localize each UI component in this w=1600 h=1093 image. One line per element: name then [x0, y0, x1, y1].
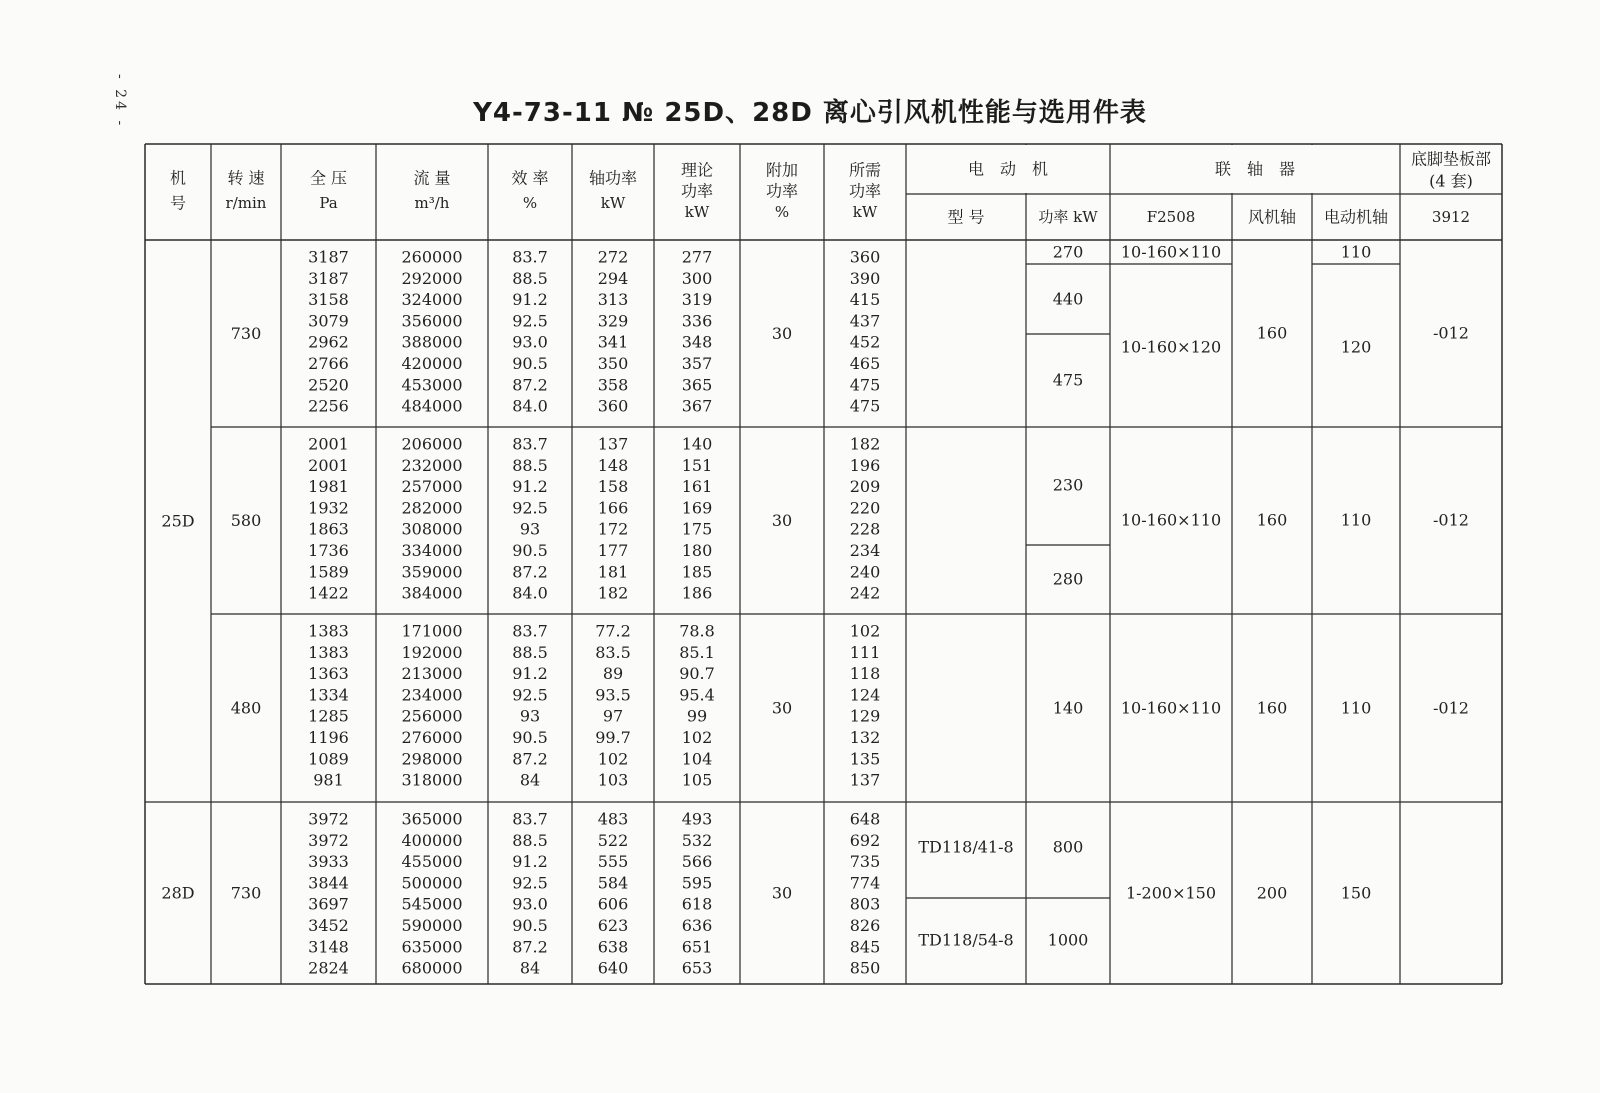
table-cell-value: 92.5 — [512, 685, 548, 705]
table-cell-value: 88.5 — [512, 642, 548, 662]
coupling-cell: 10-160×120 — [1120, 337, 1222, 357]
table-cell-value: 90.7 — [679, 664, 715, 684]
table-cell-value: 88.5 — [512, 830, 548, 850]
table-cell-value: 3844 — [308, 873, 349, 893]
table-cell-value: 103 — [597, 770, 629, 790]
table-cell-value: 256000 — [401, 706, 463, 726]
coupling-cell: 1-200×150 — [1125, 883, 1217, 903]
motor-model-cell: TD118/41-8 — [918, 837, 1014, 857]
header-efficiency-unit: % — [522, 194, 538, 212]
table-cell-value: 166 — [597, 498, 629, 518]
table-cell-value: 420000 — [401, 354, 463, 373]
table-cell-value: 102 — [849, 621, 881, 641]
speed-cell: 580 — [230, 511, 262, 530]
table-cell-value: 140 — [681, 434, 713, 454]
table-cell-value: 90.5 — [512, 916, 548, 935]
table-cell-value: 104 — [681, 749, 713, 769]
motor-power-cell: 1000 — [1047, 930, 1089, 950]
page-number: - 24 - — [112, 74, 128, 129]
table-cell-value: 1736 — [308, 541, 349, 560]
table-cell-value: 455000 — [401, 852, 463, 872]
table-cell-value: 3187 — [308, 268, 349, 288]
table-cell-value: 90.5 — [512, 354, 548, 373]
table-cell-value: 606 — [597, 894, 629, 914]
table-cell-value: 360 — [849, 247, 881, 267]
table-cell-value: 87.2 — [512, 749, 548, 769]
table-cell-value: 475 — [849, 375, 881, 395]
table-cell-value: 1932 — [308, 498, 349, 518]
table-cell-value: 91.2 — [512, 852, 548, 872]
table-cell-value: 181 — [597, 562, 629, 582]
table-cell-value: 329 — [597, 311, 629, 331]
table-cell-value: 88.5 — [512, 268, 548, 288]
base-cell: -012 — [1433, 510, 1469, 530]
table-cell-value: 484000 — [401, 396, 463, 416]
table-cell-value: 272 — [597, 247, 629, 267]
coupling-cell: 10-160×110 — [1120, 510, 1222, 530]
table-cell-value: 148 — [597, 455, 629, 475]
table-cell-value: 3158 — [308, 290, 349, 310]
fan-shaft-cell: 200 — [1256, 883, 1288, 903]
table-cell-value: 1383 — [308, 642, 349, 662]
table-cell-value: 196 — [849, 455, 881, 475]
table-cell-value: 334000 — [401, 541, 463, 560]
table-cell-value: 257000 — [401, 477, 463, 497]
header-speed-unit: r/min — [225, 194, 267, 212]
header-flow: 流 量 — [413, 168, 451, 188]
header-base-code: 3912 — [1431, 208, 1471, 226]
table-cell-value: 981 — [313, 770, 344, 790]
motor-power-cell: 140 — [1052, 698, 1084, 718]
extra-power-cell: 30 — [771, 883, 793, 903]
table-cell-value: 186 — [681, 583, 713, 603]
table-cell-value: 360 — [597, 396, 629, 416]
table-cell-value: 260000 — [401, 247, 463, 267]
table-cell-value: 3148 — [308, 937, 349, 957]
table-cell-value: 3972 — [308, 809, 349, 829]
table-cell-value: 651 — [681, 937, 713, 957]
table-cell-value: 228 — [849, 519, 881, 539]
table-cell-value: 3972 — [308, 830, 349, 850]
machine-cell: 28D — [161, 883, 195, 903]
table-cell-value: 232000 — [401, 455, 463, 475]
table-cell-value: 3697 — [308, 894, 349, 914]
header-merge-mask — [1310, 145, 1314, 193]
table-cell-value: 137 — [849, 770, 881, 790]
header-machine: 机 — [169, 168, 187, 188]
table-cell-value: 735 — [849, 852, 881, 872]
table-cell-value: 298000 — [401, 749, 463, 769]
table-cell-value: 78.8 — [679, 621, 715, 641]
base-cell: -012 — [1433, 698, 1469, 718]
table-cell-value: 493 — [681, 809, 713, 829]
table-cell-value: 83.7 — [512, 621, 548, 641]
table-cell-value: 640 — [597, 958, 629, 978]
table-cell-value: 192000 — [401, 642, 463, 662]
machine-cell: 25D — [161, 511, 195, 531]
header-base: 底脚垫板部 — [1410, 149, 1492, 169]
coupling-cell: 10-160×110 — [1120, 242, 1222, 262]
speed-cell: 730 — [230, 883, 262, 903]
table-cell-value: 635000 — [401, 937, 463, 957]
header-flow-unit: m³/h — [414, 194, 450, 212]
table-cell-value: 88.5 — [512, 455, 548, 475]
table-cell-value: 367 — [681, 396, 713, 416]
table-cell-value: 83.5 — [595, 642, 631, 662]
table-cell-value: 319 — [681, 290, 713, 310]
header-efficiency: 效 率 — [511, 168, 549, 188]
table-cell-value: 384000 — [401, 583, 463, 603]
fan-shaft-cell: 160 — [1256, 323, 1288, 343]
table-cell-value: 171000 — [401, 621, 463, 641]
table-cell-value: 77.2 — [595, 621, 631, 641]
table-cell-value: 348 — [681, 332, 713, 352]
table-cell-value: 129 — [849, 706, 881, 726]
table-cell-value: 111 — [849, 642, 881, 662]
table-cell-value: 158 — [597, 477, 629, 497]
header-theory-power-unit: kW — [684, 203, 710, 221]
header-coupling-f2508: F2508 — [1146, 208, 1196, 226]
table-cell-value: 1334 — [308, 685, 349, 705]
table-cell-value: 276000 — [401, 728, 463, 747]
header-extra-power-unit: % — [774, 203, 790, 221]
table-cell-value: 566 — [681, 852, 713, 872]
table-cell-value: 185 — [681, 562, 713, 582]
table-cell-value: 324000 — [401, 290, 463, 310]
table-cell-value: 595 — [681, 873, 713, 893]
table-cell-value: 475 — [849, 396, 881, 416]
table-cell-value: 356000 — [401, 311, 463, 331]
table-cell-value: 87.2 — [512, 375, 548, 395]
table-cell-value: 87.2 — [512, 937, 548, 957]
table-cell-value: 803 — [849, 894, 881, 914]
table-cell-value: 590000 — [401, 916, 463, 935]
base-cell: -012 — [1433, 323, 1469, 343]
table-cell-value: 92.5 — [512, 873, 548, 893]
table-cell-value: 452 — [849, 332, 881, 352]
header-motor-model: 型 号 — [947, 207, 985, 227]
table-cell-value: 175 — [681, 519, 713, 539]
motor-power-cell: 800 — [1052, 837, 1084, 857]
header-required-power: 功率 — [848, 181, 882, 201]
table-cell-value: 532 — [681, 830, 713, 850]
table-cell-value: 84 — [519, 958, 541, 978]
table-cell-value: 1196 — [308, 728, 349, 747]
table-cell-value: 93.0 — [512, 332, 548, 352]
table-cell-value: 93.5 — [595, 685, 631, 705]
table-cell-value: 359000 — [401, 562, 463, 582]
motor-shaft-cell: 110 — [1340, 510, 1372, 530]
table-cell-value: 638 — [597, 937, 629, 957]
table-cell-value: 3933 — [308, 852, 349, 872]
table-cell-value: 90.5 — [512, 541, 548, 560]
motor-power-cell: 440 — [1052, 289, 1084, 309]
table-cell-value: 2256 — [308, 396, 349, 416]
motor-power-cell: 230 — [1052, 475, 1084, 495]
table-cell-value: 465 — [849, 354, 881, 373]
table-cell-value: 2520 — [308, 375, 349, 395]
table-cell-value: 97 — [602, 706, 624, 726]
table-cell-value: 692 — [849, 830, 881, 850]
table-cell-value: 294 — [597, 268, 629, 288]
header-extra-power: 功率 — [765, 181, 799, 201]
table-cell-value: 135 — [849, 749, 881, 769]
table-cell-value: 182 — [597, 583, 629, 603]
header-pressure: 全 压 — [309, 168, 348, 188]
table-text — [161, 150, 1491, 978]
table-cell-value: 177 — [597, 541, 629, 560]
header-required-power-unit: kW — [852, 203, 878, 221]
table-cell-value: 415 — [849, 290, 881, 310]
table-cell-value: 83.7 — [512, 247, 548, 267]
table-cell-value: 242 — [849, 583, 881, 603]
header-theory-power: 理论 — [680, 160, 714, 180]
table-cell-value: 234 — [849, 541, 881, 560]
table-cell-value: 623 — [597, 916, 629, 935]
extra-power-cell: 30 — [771, 511, 793, 530]
table-cell-value: 2962 — [308, 332, 349, 352]
table-cell-value: 584 — [597, 873, 629, 893]
table-cell-value: 84 — [519, 770, 541, 790]
motor-model-cell: TD118/54-8 — [918, 930, 1014, 950]
table-cell-value: 1863 — [308, 519, 349, 539]
table-cell-value: 1589 — [308, 562, 349, 582]
table-cell-value: 1422 — [308, 583, 349, 603]
table-cell-value: 85.1 — [679, 642, 715, 662]
coupling-cell: 10-160×110 — [1120, 698, 1222, 718]
header-motor-power: 功率 kW — [1038, 208, 1098, 226]
table-cell-value: 234000 — [401, 685, 463, 705]
table-cell-value: 182 — [849, 434, 881, 454]
table-cell-value: 209 — [849, 477, 881, 497]
table-cell-value: 1089 — [308, 749, 349, 769]
table-cell-value: 282000 — [401, 498, 463, 518]
table-cell-value: 105 — [681, 770, 713, 790]
table-cell-value: 83.7 — [512, 809, 548, 829]
table-cell-value: 99.7 — [595, 728, 631, 747]
table-cell-value: 388000 — [401, 332, 463, 352]
table-cell-value: 390 — [849, 268, 881, 288]
table-cell-value: 500000 — [401, 873, 463, 893]
header-motor-shaft: 电动机轴 — [1323, 207, 1389, 227]
table-cell-value: 1981 — [308, 477, 349, 497]
header-coupling: 联 轴 器 — [1214, 159, 1296, 179]
table-cell-value: 826 — [849, 916, 881, 935]
motor-power-cell: 475 — [1052, 370, 1084, 390]
table-cell-value: 358 — [597, 375, 629, 395]
motor-power-cell: 270 — [1052, 242, 1084, 262]
table-cell-value: 102 — [597, 749, 629, 769]
header-shaft-power: 轴功率 — [588, 168, 638, 188]
table-cell-value: 3452 — [308, 916, 349, 935]
table-cell-value: 84.0 — [512, 396, 548, 416]
table-cell-value: 206000 — [401, 434, 463, 454]
table-cell-value: 277 — [681, 247, 713, 267]
table-cell-value: 92.5 — [512, 311, 548, 331]
table-cell-value: 437 — [849, 311, 881, 331]
table-cell-value: 845 — [849, 937, 881, 957]
table-cell-value: 83.7 — [512, 434, 548, 454]
header-pressure-unit: Pa — [319, 194, 338, 212]
table-cell-value: 161 — [681, 477, 713, 497]
table-cell-value: 653 — [681, 958, 713, 978]
table-cell-value: 220 — [849, 498, 881, 518]
header-speed: 转 速 — [227, 168, 265, 188]
table-cell-value: 137 — [597, 434, 629, 454]
motor-power-cell: 280 — [1052, 569, 1084, 589]
extra-power-cell: 30 — [771, 698, 793, 718]
table-cell-value: 87.2 — [512, 562, 548, 582]
table-cell-value: 365 — [681, 375, 713, 395]
header-theory-power: 功率 — [680, 181, 714, 201]
table-cell-value: 636 — [681, 916, 713, 935]
table-cell-value: 365000 — [401, 809, 463, 829]
table-cell-value: 350 — [597, 354, 629, 373]
table-cell-value: 1383 — [308, 621, 349, 641]
motor-shaft-cell: 120 — [1340, 337, 1372, 357]
table-cell-value: 318000 — [401, 770, 463, 790]
table-cell-value: 774 — [849, 873, 881, 893]
table-cell-value: 84.0 — [512, 583, 548, 603]
table-cell-value: 169 — [681, 498, 713, 518]
table-cell-value: 2824 — [308, 958, 349, 978]
table-cell-value: 172 — [597, 519, 629, 539]
table-cell-value: 1285 — [308, 706, 349, 726]
table-cell-value: 92.5 — [512, 498, 548, 518]
speed-cell: 730 — [230, 324, 262, 343]
table-cell-value: 1363 — [308, 664, 349, 684]
table-cell-value: 618 — [681, 894, 713, 914]
table-cell-value: 336 — [681, 311, 713, 331]
table-cell-value: 118 — [849, 664, 881, 684]
fan-shaft-cell: 160 — [1256, 698, 1288, 718]
table-cell-value: 91.2 — [512, 290, 548, 310]
table-cell-value: 3079 — [308, 311, 349, 331]
speed-cell: 480 — [230, 698, 262, 718]
table-cell-value: 2001 — [308, 434, 349, 454]
header-fan-shaft: 风机轴 — [1247, 207, 1297, 227]
table-cell-value: 93 — [519, 519, 541, 539]
motor-shaft-cell: 150 — [1340, 883, 1372, 903]
table-cell-value: 151 — [681, 455, 713, 475]
header-machine: 号 — [169, 193, 187, 213]
table-cell-value: 2766 — [308, 354, 349, 373]
table-cell-value: 357 — [681, 354, 713, 373]
table-cell-value: 91.2 — [512, 477, 548, 497]
table-cell-value: 648 — [849, 809, 881, 829]
header-extra-power: 附加 — [765, 160, 799, 180]
table-cell-value: 89 — [602, 664, 624, 684]
header-shaft-power-unit: kW — [600, 194, 626, 212]
table-cell-value: 102 — [681, 728, 713, 747]
table-cell-value: 300 — [681, 268, 713, 288]
table-cell-value: 95.4 — [679, 685, 715, 705]
motor-shaft-cell: 110 — [1340, 242, 1372, 262]
table-cell-value: 292000 — [401, 268, 463, 288]
table-cell-value: 555 — [597, 852, 629, 872]
motor-shaft-cell: 110 — [1340, 698, 1372, 718]
table-cell-value: 3187 — [308, 247, 349, 267]
header-required-power: 所需 — [848, 160, 882, 180]
table-cell-value: 308000 — [401, 519, 463, 539]
table-cell-value: 680000 — [401, 958, 463, 978]
table-cell-value: 93 — [519, 706, 541, 726]
table-cell-value: 240 — [849, 562, 881, 582]
table-cell-value: 545000 — [401, 894, 463, 914]
extra-power-cell: 30 — [771, 324, 793, 343]
table-cell-value: 453000 — [401, 375, 463, 395]
header-base: (4 套) — [1429, 171, 1473, 191]
header-motor: 电 动 机 — [967, 159, 1049, 179]
table-cell-value: 313 — [597, 290, 629, 310]
table-cell-value: 341 — [597, 332, 629, 352]
fan-shaft-cell: 160 — [1256, 510, 1288, 530]
table-cell-value: 124 — [849, 685, 881, 705]
table-cell-value: 522 — [597, 830, 629, 850]
table-cell-value: 213000 — [401, 664, 463, 684]
table-cell-value: 180 — [681, 541, 713, 560]
table-cell-value: 483 — [597, 809, 629, 829]
table-cell-value: 93.0 — [512, 894, 548, 914]
table-cell-value: 132 — [849, 728, 881, 747]
table-cell-value: 99 — [686, 706, 708, 726]
table-cell-value: 90.5 — [512, 728, 548, 747]
table-cell-value: 2001 — [308, 455, 349, 475]
table-cell-value: 91.2 — [512, 664, 548, 684]
page-title: Y4-73-11 № 25D、28D 离心引风机性能与选用件表 — [473, 98, 1147, 128]
table-cell-value: 400000 — [401, 830, 463, 850]
table-cell-value: 850 — [849, 958, 881, 978]
